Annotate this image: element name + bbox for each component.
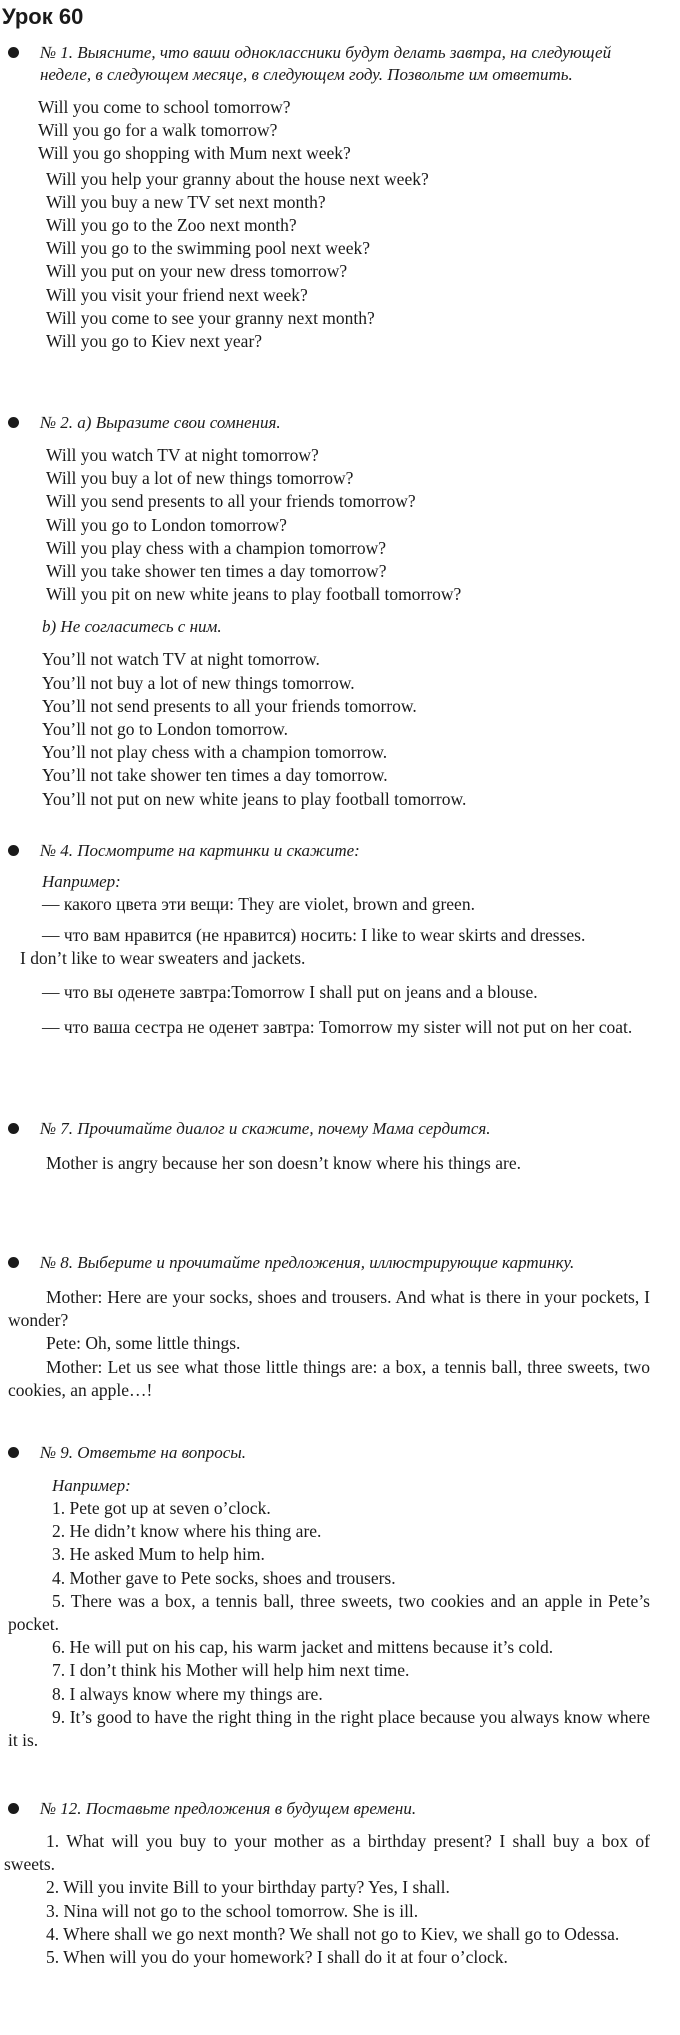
- task-1-questions-more: [0, 168, 680, 354]
- paragraph: — что вы оденете завтра:Tomorrow I shall put on jeans and a blouse.: [42, 981, 538, 1002]
- answer-line: 8. I always know where my things are.: [52, 1683, 323, 1704]
- answer-line: 2. Will you invite Bill to your birthday party? Yes, I shall.: [46, 1877, 450, 1898]
- bullet-icon: [8, 1123, 19, 1134]
- question-line: Will you watch TV at night tomorrow?: [46, 445, 319, 465]
- answer-line: You’ll not take shower ten times a day tomorrow.: [42, 765, 388, 786]
- answer-line: 3. He asked Mum to help him.: [52, 1544, 265, 1565]
- paragraph: — какого цвета эти вещи: They are violet, brown and green.: [42, 894, 475, 914]
- answer-line: 7. I don’t think his Mother will help him next time.: [52, 1660, 410, 1681]
- answer-line: 4. Where shall we go next month? We shall not go to Kiev, we shall go to Odessa.: [46, 1923, 620, 1944]
- bullet-icon: [8, 417, 19, 428]
- task-8-heading: № 8. Выберите и прочитайте предложения, иллюстрирующие картинку.: [0, 1252, 680, 1274]
- answer-line: You’ll not play chess with a champion tomorrow.: [42, 742, 388, 763]
- question-line: Will you take shower ten times a day tomorrow?: [46, 561, 387, 582]
- question-line: Will you play chess with a champion tomorrow?: [46, 537, 386, 558]
- task-7-heading: № 7. Прочитайте диалог и скажите, почему Мама сердится.: [0, 1118, 680, 1140]
- question-line: Will you come to see your granny next month?: [46, 307, 375, 328]
- question-line: Will you buy a lot of new things tomorrow?: [46, 468, 354, 489]
- task-2-heading: № 2. а) Выразите свои сомнения.: [0, 412, 680, 434]
- task-2-answers: [0, 648, 680, 810]
- answer-line: You’ll not buy a lot of new things tomorrow.: [42, 672, 355, 693]
- dialog-line: Mother: Let us see what those little things are: a box, a tennis ball, three sweets, two cookies, an apple…!: [8, 1356, 650, 1400]
- task-1: [0, 42, 680, 353]
- question-line: Will you pit on new white jeans to play football tomorrow?: [46, 584, 462, 605]
- question-line: Will you come to school tomorrow?: [38, 97, 291, 117]
- lesson-title: Урок 60: [2, 4, 84, 29]
- answer-line: 1. What will you buy to your mother as a birthday present? I shall buy a box of sweets.: [4, 1831, 650, 1875]
- task-8: [0, 1252, 680, 1402]
- question-line: Will you go to Kiev next year?: [46, 331, 263, 352]
- task-1-questions: [0, 96, 680, 166]
- task-2-subheading: b) Не согласитесь с ним.: [42, 617, 222, 637]
- answer-line: You’ll not watch TV at night tomorrow.: [42, 649, 320, 670]
- answer-line: 2. He didn’t know where his thing are.: [52, 1521, 322, 1542]
- bullet-icon: [8, 47, 19, 58]
- task-12: [0, 1798, 680, 1969]
- answer-line: 6. He will put on his cap, his warm jacket and mittens because it’s cold.: [52, 1637, 554, 1658]
- task-9: [0, 1442, 680, 1752]
- paragraph: Mother is angry because her son doesn’t know where his things are.: [46, 1153, 521, 1173]
- task-2: [0, 412, 680, 811]
- question-line: Will you help your granny about the house next week?: [46, 168, 429, 189]
- bullet-icon: [8, 1447, 19, 1458]
- answer-line: 5. There was a box, a tennis ball, three sweets, two cookies and an apple in Pete’s pocket.: [8, 1590, 650, 1635]
- question-line: Will you go to the swimming pool next week?: [46, 238, 370, 259]
- task-2-questions: [0, 444, 680, 606]
- task-7: [0, 1118, 680, 1175]
- dialog-line: Mother: Here are your socks, shoes and trousers. And what is there in your pockets, I wonder?: [8, 1287, 650, 1331]
- example-label: Например:: [52, 1476, 131, 1495]
- paragraph: I don’t like to wear sweaters and jackets.: [20, 948, 306, 969]
- task-12-heading: № 12. Поставьте предложения в будущем времени.: [0, 1798, 680, 1820]
- question-line: Will you go shopping with Mum next week?: [38, 143, 351, 164]
- question-line: Will you send presents to all your friends tomorrow?: [46, 491, 416, 512]
- question-line: Will you put on your new dress tomorrow?: [46, 261, 348, 282]
- paragraph: — что ваша сестра не оденет завтра: Tomorrow my sister will not put on her coat.: [42, 1016, 633, 1037]
- answer-line: 4. Mother gave to Pete socks, shoes and trousers.: [52, 1567, 396, 1588]
- bullet-icon: [8, 1257, 19, 1268]
- question-line: Will you go to London tomorrow?: [46, 514, 287, 535]
- answer-line: 5. When will you do your homework? I shall do it at four o’clock.: [46, 1947, 508, 1968]
- answer-line: 1. Pete got up at seven o’clock.: [52, 1498, 271, 1518]
- bullet-icon: [8, 845, 19, 856]
- answer-line: 9. It’s good to have the right thing in the right place because you always know where it is.: [8, 1706, 650, 1751]
- task-4: [0, 840, 680, 1039]
- question-line: Will you go to the Zoo next month?: [46, 215, 297, 236]
- example-label: Например:: [42, 872, 121, 891]
- answer-line: You’ll not put on new white jeans to play football tomorrow.: [42, 788, 467, 809]
- question-line: Will you buy a new TV set next month?: [46, 191, 326, 212]
- answer-line: You’ll not go to London tomorrow.: [42, 719, 288, 740]
- question-line: Will you visit your friend next week?: [46, 284, 308, 305]
- task-1-heading: № 1. Выясните, что ваши одноклассники будут делать завтра, на следующей неделе, в следующем месяце, в следующем году. Позвольте им ответить.: [0, 42, 680, 86]
- question-line: Will you go for a walk tomorrow?: [38, 120, 278, 141]
- paragraph: — что вам нравится (не нравится) носить: I like to wear skirts and dresses.: [42, 925, 586, 946]
- task-4-heading: № 4. Посмотрите на картинки и скажите:: [0, 840, 680, 862]
- answer-line: 3. Nina will not go to the school tomorrow. She is ill.: [46, 1900, 419, 1921]
- dialog-line: Pete: Oh, some little things.: [46, 1333, 241, 1354]
- task-9-heading: № 9. Ответьте на вопросы.: [0, 1442, 680, 1464]
- bullet-icon: [8, 1803, 19, 1814]
- answer-line: You’ll not send presents to all your friends tomorrow.: [42, 695, 417, 716]
